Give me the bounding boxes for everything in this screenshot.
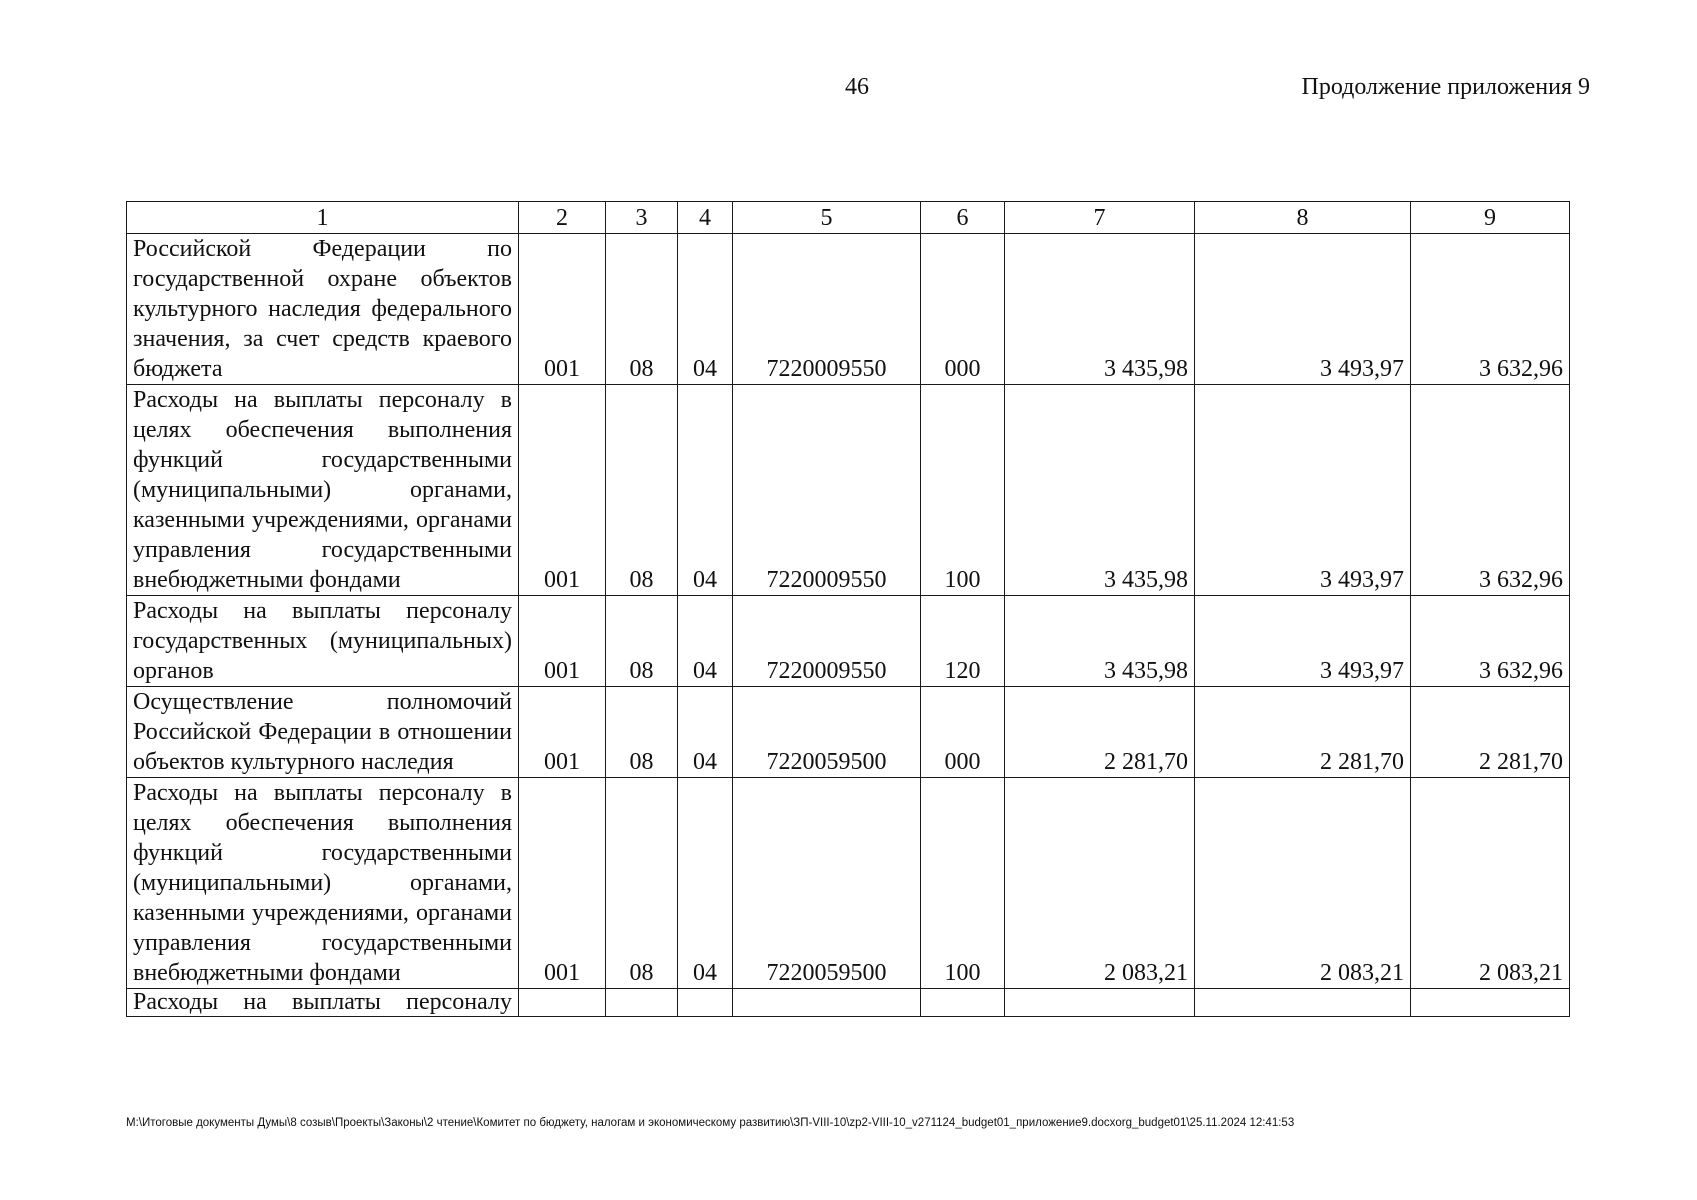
ministry-code <box>519 989 606 1017</box>
target-article-code <box>733 989 921 1017</box>
amount-col7: 3 435,98 <box>1005 234 1195 385</box>
target-article-code: 7220009550 <box>733 596 921 687</box>
subsection-code: 04 <box>678 687 733 778</box>
ministry-code: 001 <box>519 385 606 596</box>
amount-col9: 2 281,70 <box>1411 687 1570 778</box>
expense-type-code: 000 <box>921 234 1005 385</box>
column-header-3: 3 <box>606 202 678 234</box>
amount-col8: 2 281,70 <box>1195 687 1411 778</box>
section-code: 08 <box>606 234 678 385</box>
amount-col7: 3 435,98 <box>1005 596 1195 687</box>
row-description: Расходы на выплаты персоналу в целях обеспечения выполнения функций государственными (муниципальными) органами, казенными учреждениями, органами управления государственными внебюджетными фондами <box>127 385 519 596</box>
section-code: 08 <box>606 687 678 778</box>
table-row <box>127 778 1570 989</box>
subsection-code: 04 <box>678 385 733 596</box>
table-row <box>127 385 1570 596</box>
expense-type-code: 120 <box>921 596 1005 687</box>
expense-type-code: 100 <box>921 385 1005 596</box>
row-description: Расходы на выплаты персоналу <box>127 989 519 1017</box>
target-article-code: 7220059500 <box>733 687 921 778</box>
column-header-1: 1 <box>127 202 519 234</box>
subsection-code: 04 <box>678 234 733 385</box>
page-number: 46 <box>845 74 869 100</box>
ministry-code: 001 <box>519 687 606 778</box>
budget-table <box>126 201 1570 1017</box>
amount-col9: 3 632,96 <box>1411 234 1570 385</box>
amount-col9 <box>1411 989 1570 1017</box>
target-article-code: 7220009550 <box>733 234 921 385</box>
section-code: 08 <box>606 778 678 989</box>
row-description: Расходы на выплаты персоналу в целях обеспечения выполнения функций государственными (муниципальными) органами, казенными учреждениями, органами управления государственными внебюджетными фондами <box>127 778 519 989</box>
ministry-code: 001 <box>519 596 606 687</box>
column-number-row <box>127 202 1570 234</box>
subsection-code <box>678 989 733 1017</box>
ministry-code: 001 <box>519 234 606 385</box>
amount-col7: 2 083,21 <box>1005 778 1195 989</box>
section-code: 08 <box>606 385 678 596</box>
column-header-2: 2 <box>519 202 606 234</box>
subsection-code: 04 <box>678 596 733 687</box>
amount-col9: 2 083,21 <box>1411 778 1570 989</box>
expense-type-code <box>921 989 1005 1017</box>
amount-col7: 3 435,98 <box>1005 385 1195 596</box>
row-description: Осуществление полномочий Российской Федерации в отношении объектов культурного наследия <box>127 687 519 778</box>
column-header-7: 7 <box>1005 202 1195 234</box>
table-row <box>127 596 1570 687</box>
appendix-continuation-note: Продолжение приложения 9 <box>1301 74 1590 100</box>
amount-col8: 2 083,21 <box>1195 778 1411 989</box>
footer-file-path: M:\Итоговые документы Думы\8 созыв\Проекты\Законы\2 чтение\Комитет по бюджету, налогам и экономическому развитию\ЗП-VIII-10\zp2-VIII-10_v271124_budget01_приложение9.docxorg_budget01\25.11.2024 12:41:53 <box>126 1117 1295 1129</box>
subsection-code: 04 <box>678 778 733 989</box>
target-article-code: 7220059500 <box>733 778 921 989</box>
row-description: Российской Федерации по государственной охране объектов культурного наследия федерального значения, за счет средств краевого бюджета <box>127 234 519 385</box>
column-header-9: 9 <box>1411 202 1570 234</box>
row-description: Расходы на выплаты персоналу государственных (муниципальных) органов <box>127 596 519 687</box>
table-row <box>127 687 1570 778</box>
column-header-5: 5 <box>733 202 921 234</box>
table-row-partial <box>127 989 1570 1017</box>
amount-col8 <box>1195 989 1411 1017</box>
expense-type-code: 100 <box>921 778 1005 989</box>
ministry-code: 001 <box>519 778 606 989</box>
target-article-code: 7220009550 <box>733 385 921 596</box>
amount-col8: 3 493,97 <box>1195 385 1411 596</box>
amount-col8: 3 493,97 <box>1195 234 1411 385</box>
amount-col9: 3 632,96 <box>1411 385 1570 596</box>
amount-col8: 3 493,97 <box>1195 596 1411 687</box>
expense-type-code: 000 <box>921 687 1005 778</box>
amount-col9: 3 632,96 <box>1411 596 1570 687</box>
amount-col7 <box>1005 989 1195 1017</box>
table-row <box>127 234 1570 385</box>
section-code <box>606 989 678 1017</box>
column-header-8: 8 <box>1195 202 1411 234</box>
column-header-4: 4 <box>678 202 733 234</box>
section-code: 08 <box>606 596 678 687</box>
amount-col7: 2 281,70 <box>1005 687 1195 778</box>
column-header-6: 6 <box>921 202 1005 234</box>
